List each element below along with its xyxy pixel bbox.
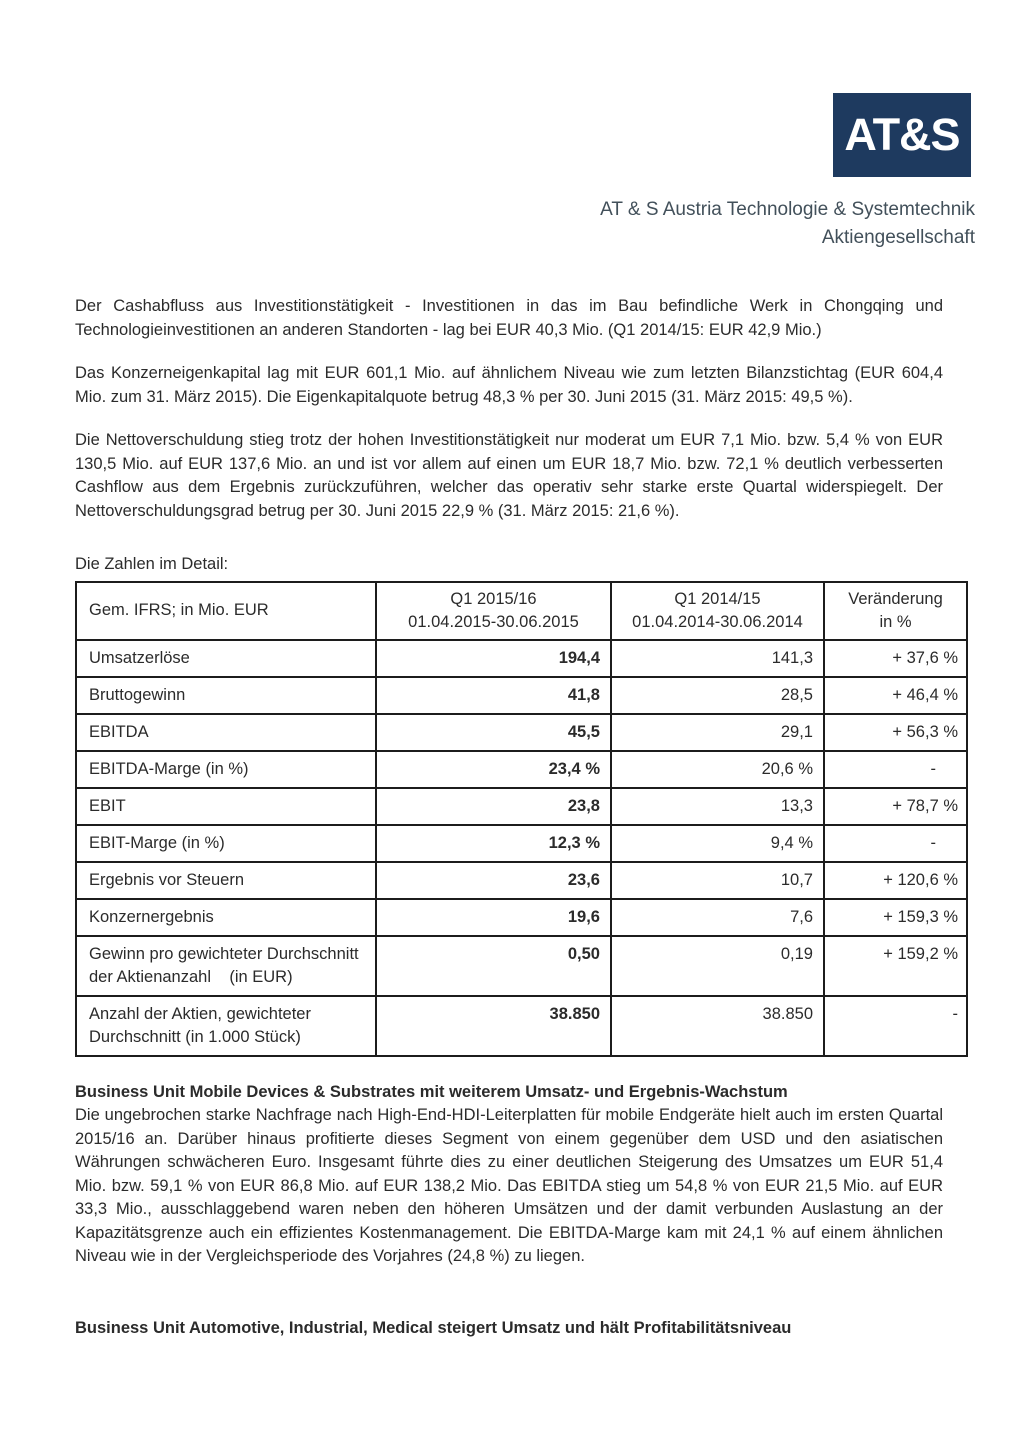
section-heading-mobile-devices: Business Unit Mobile Devices & Substrates mit weiterem Umsatz- und Ergebnis-Wachstum [75, 1082, 788, 1101]
cell-current: 23,4 % [376, 751, 611, 788]
ats-logo [833, 93, 971, 177]
cell-prior: 28,5 [611, 677, 824, 714]
table-header-row [76, 582, 967, 640]
cell-current: 19,6 [376, 899, 611, 936]
cell-change: - [824, 996, 967, 1056]
cell-prior: 20,6 % [611, 751, 824, 788]
cell-current: 23,6 [376, 862, 611, 899]
cell-current: 0,50 [376, 936, 611, 996]
col-header-change-title: Veränderung [848, 589, 943, 608]
section-heading-automotive: Business Unit Automotive, Industrial, Medical steigert Umsatz und hält Profitabilitätsniveau [75, 1318, 792, 1337]
cell-current: 41,8 [376, 677, 611, 714]
cell-change: + 56,3 % [824, 714, 967, 751]
cell-current: 23,8 [376, 788, 611, 825]
cell-prior: 10,7 [611, 862, 824, 899]
cell-prior: 9,4 % [611, 825, 824, 862]
table-row-ebit [76, 788, 967, 825]
table-row-konzernergebnis [76, 899, 967, 936]
cell-prior: 7,6 [611, 899, 824, 936]
cell-change: + 159,2 % [824, 936, 967, 996]
cell-prior: 0,19 [611, 936, 824, 996]
table-row-bruttogewinn [76, 677, 967, 714]
table-row-gewinn-pro-aktie [76, 936, 967, 996]
cell-change: - [824, 825, 967, 862]
table-row-ebitda-marge [76, 751, 967, 788]
cell-prior: 38.850 [611, 996, 824, 1056]
cell-prior: 141,3 [611, 640, 824, 677]
cell-label: EBIT [76, 788, 376, 825]
col-header-q1-2015-16-title: Q1 2015/16 [450, 589, 537, 608]
table-row-ebitda [76, 714, 967, 751]
col-header-q1-2015-16-range: 01.04.2015-30.06.2015 [408, 612, 579, 631]
paragraph-net-debt: Die Nettoverschuldung stieg trotz der hohen Investitionstätigkeit nur moderat um EUR 7,1 Mio. bzw. 5,4 % von EUR 130,5 Mio. auf EUR 137,6 Mio. an und ist vor allem auf einen um EUR 18,7 Mio. bzw. 72,1 % deutlich verbesserten Cashflow aus dem Ergebnis zurückzuführen, welcher das operativ sehr starke erste Quartal widerspiegelt. Der Nettoverschuldungsgrad betrug per 30. Juni 2015 22,9 % (31. März 2015: 21,6 %). [75, 431, 943, 520]
cell-label: Gewinn pro gewichteter Durchschnitt der Aktienanzahl (in EUR) [76, 936, 376, 996]
table-row-ergebnis-vor-steuern [76, 862, 967, 899]
cell-label: Ergebnis vor Steuern [76, 862, 376, 899]
cell-label: Umsatzerlöse [76, 640, 376, 677]
cell-label: EBIT-Marge (in %) [76, 825, 376, 862]
paragraph-equity: Das Konzerneigenkapital lag mit EUR 601,1 Mio. auf ähnlichem Niveau wie zum letzten Bilanzstichtag (EUR 604,4 Mio. zum 31. März 2015). Die Eigenkapitalquote betrug 48,3 % per 30. Juni 2015 (31. März 2015: 49,5 %). [75, 364, 943, 406]
cell-prior: 13,3 [611, 788, 824, 825]
cell-prior: 29,1 [611, 714, 824, 751]
table-intro-label: Die Zahlen im Detail: [75, 555, 229, 573]
paragraph-cashflow-investing: Der Cashabfluss aus Investitionstätigkeit - Investitionen in das im Bau befindliche Werk in Chongqing und Technologieinvestitionen an anderen Standorten - lag bei EUR 40,3 Mio. (Q1 2014/15: EUR 42,9 Mio.) [75, 297, 943, 339]
col-header-q1-2014-15-range: 01.04.2014-30.06.2014 [632, 612, 803, 631]
table-row-ebit-marge [76, 825, 967, 862]
company-header [600, 196, 975, 252]
section-body-mobile-devices: Die ungebrochen starke Nachfrage nach High-End-HDI-Leiterplatten für mobile Endgeräte hielt auch im ersten Quartal 2015/16 an. Darüber hinaus profitierte dieses Segment von einem gegenüber dem USD und den asiatischen Währungen schwächeren Euro. Insgesamt führte dies zu einer deutlichen Steigerung des Umsatzes um EUR 51,4 Mio. bzw. 59,1 % von EUR 86,8 Mio. auf EUR 138,2 Mio. Das EBITDA stieg um 54,8 % von EUR 21,5 Mio. auf EUR 33,3 Mio., ausschlaggebend waren neben den höheren Umsätzen und der damit verbunden Auslastung an der Kapazitätsgrenze auch ein effizientes Kostenmanagement. Die EBITDA-Marge kam mit 24,1 % auf einem ähnlichen Niveau wie in der Vergleichsperiode des Vorjahres (24,8 %) zu liegen. [75, 1106, 943, 1265]
cell-label: Konzernergebnis [76, 899, 376, 936]
cell-label: Bruttogewinn [76, 677, 376, 714]
cell-change: - [824, 751, 967, 788]
cell-label: Anzahl der Aktien, gewichteter Durchschnitt (in 1.000 Stück) [76, 996, 376, 1056]
financials-table [75, 581, 968, 1057]
col-header-q1-2015-16 [376, 582, 611, 640]
col-header-q1-2014-15 [611, 582, 824, 640]
col-header-ifrs: Gem. IFRS; in Mio. EUR [76, 582, 376, 640]
document-body [75, 295, 958, 1340]
col-header-change [824, 582, 967, 640]
cell-change: + 78,7 % [824, 788, 967, 825]
cell-change: + 37,6 % [824, 640, 967, 677]
cell-change: + 120,6 % [824, 862, 967, 899]
col-header-change-unit: in % [879, 612, 912, 631]
cell-current: 194,4 [376, 640, 611, 677]
company-name-line1: AT & S Austria Technologie & Systemtechnik [600, 199, 975, 220]
cell-current: 38.850 [376, 996, 611, 1056]
cell-change: + 159,3 % [824, 899, 967, 936]
ats-logo-text: AT&S [844, 109, 960, 160]
company-name-line2: Aktiengesellschaft [821, 227, 975, 248]
cell-change: + 46,4 % [824, 677, 967, 714]
cell-current: 12,3 % [376, 825, 611, 862]
cell-label: EBITDA-Marge (in %) [76, 751, 376, 788]
cell-current: 45,5 [376, 714, 611, 751]
cell-label: EBITDA [76, 714, 376, 751]
table-row-anzahl-aktien [76, 996, 967, 1056]
table-row-umsatzerloese [76, 640, 967, 677]
col-header-q1-2014-15-title: Q1 2014/15 [674, 589, 761, 608]
